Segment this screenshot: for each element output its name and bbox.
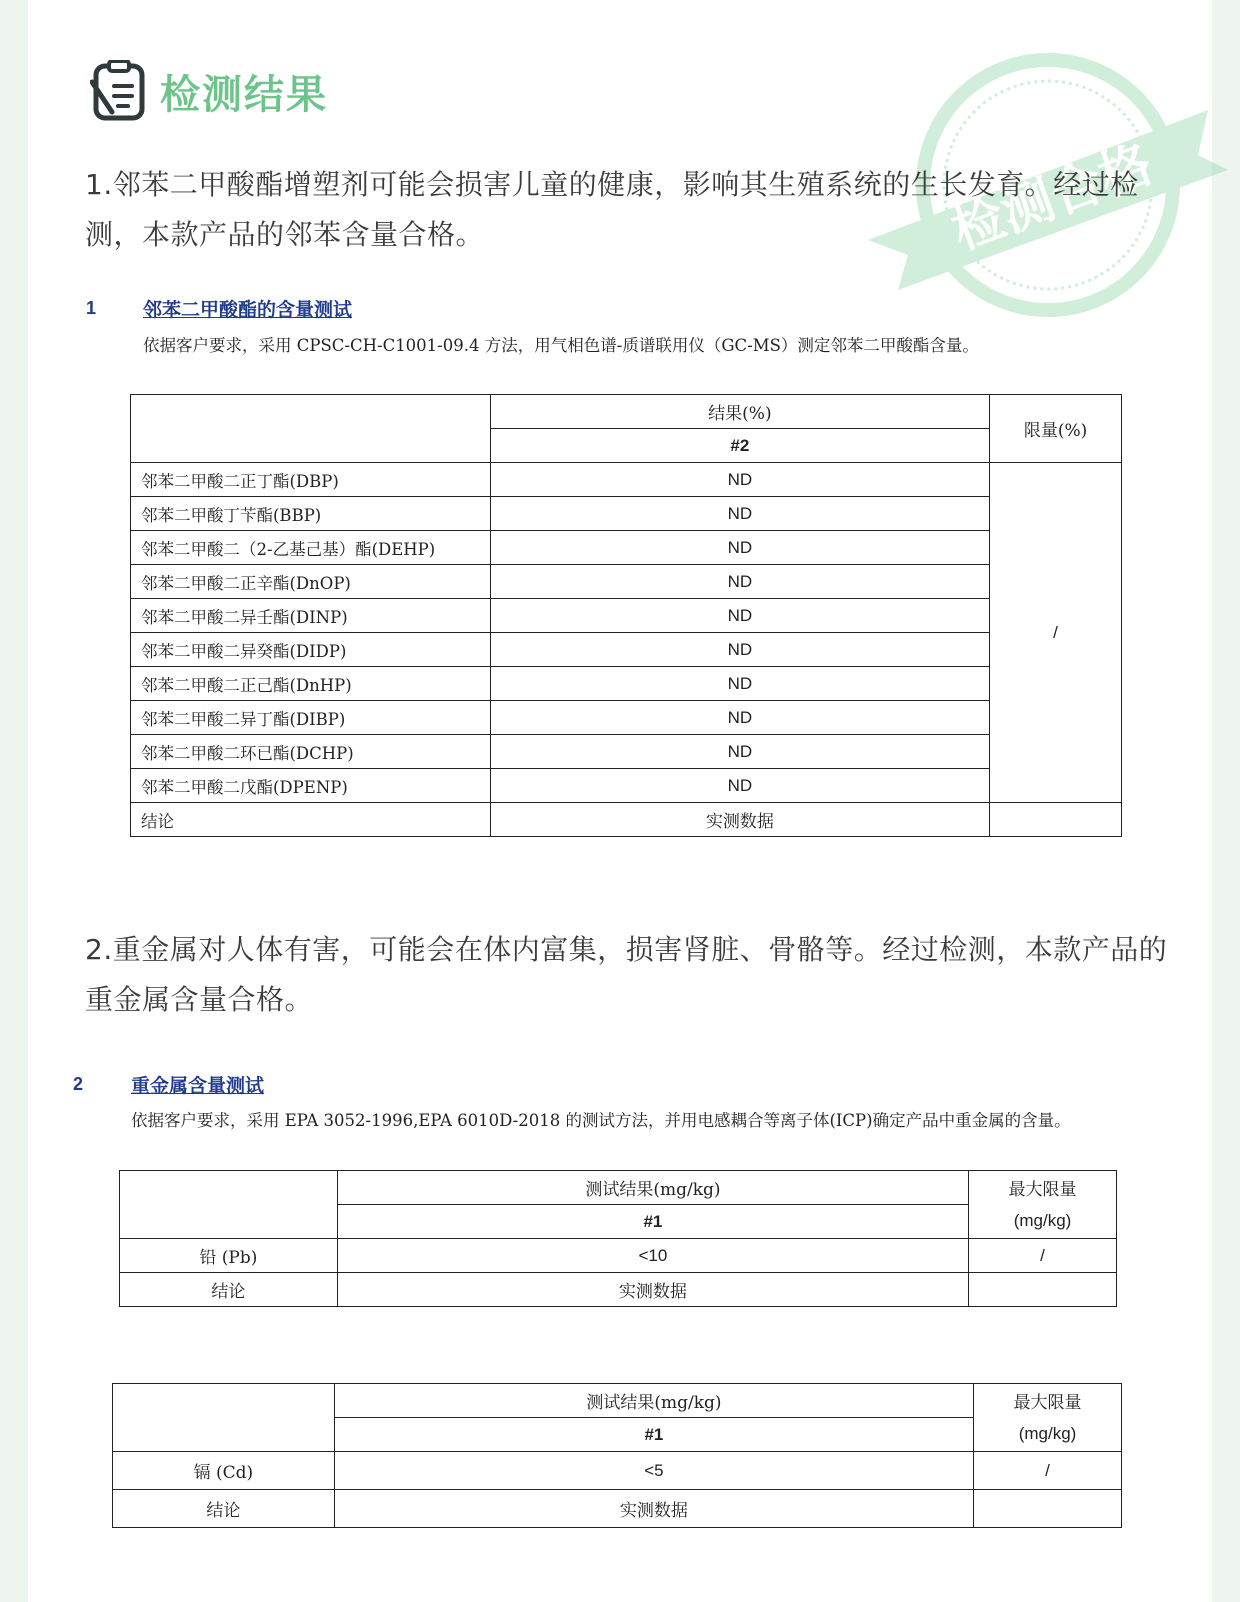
result-header: 结果(%) bbox=[490, 395, 989, 429]
lead-results-table bbox=[119, 1170, 1117, 1307]
compound-value: ND bbox=[490, 633, 989, 667]
result-header: 测试结果(mg/kg) bbox=[337, 1171, 968, 1205]
compound-name: 邻苯二甲酸二戊酯(DPENP) bbox=[131, 769, 491, 803]
section-1-description: 依据客户要求，采用 CPSC-CH-C1001-09.4 方法，用气相色谱-质谱联用仪（GC-MS）测定邻苯二甲酸酯含量。 bbox=[143, 336, 979, 355]
conclusion-limit-cell bbox=[990, 803, 1122, 837]
conclusion-label: 结论 bbox=[120, 1273, 338, 1307]
element-limit: / bbox=[974, 1452, 1122, 1490]
section-2-description: 依据客户要求，采用 EPA 3052-1996,EPA 6010D-2018 的测试方法，并用电感耦合等离子体(ICP)确定产品中重金属的含量。 bbox=[131, 1111, 1071, 1130]
conclusion-value: 实测数据 bbox=[490, 803, 989, 837]
stamp-text: 检测合格 bbox=[944, 134, 1161, 262]
section-1-title: 邻苯二甲酸酯的含量测试 bbox=[143, 299, 353, 321]
phthalate-results-table bbox=[130, 394, 1122, 837]
element-value: <10 bbox=[337, 1239, 968, 1273]
section-2-number: 2 bbox=[73, 1074, 84, 1094]
cadmium-results-table bbox=[112, 1383, 1122, 1528]
table-row bbox=[131, 769, 1122, 803]
conclusion-value: 实测数据 bbox=[334, 1490, 973, 1528]
compound-value: ND bbox=[490, 565, 989, 599]
compound-value: ND bbox=[490, 463, 989, 497]
table-row bbox=[131, 497, 1122, 531]
page-header bbox=[90, 60, 328, 122]
table-row bbox=[131, 633, 1122, 667]
sample-id: #1 bbox=[334, 1418, 973, 1452]
intro-paragraph-phthalates: 1.邻苯二甲酸酯增塑剂可能会损害儿童的健康，影响其生殖系统的生长发育。经过检测，本款产品的邻苯含量合格。 bbox=[85, 168, 1139, 251]
sample-id: #2 bbox=[490, 429, 989, 463]
compound-name: 邻苯二甲酸二异癸酯(DIDP) bbox=[131, 633, 491, 667]
table-row bbox=[131, 735, 1122, 769]
compound-name: 邻苯二甲酸二正丁酯(DBP) bbox=[131, 463, 491, 497]
limit-header-line-2: (mg/kg) bbox=[974, 1418, 1122, 1452]
table-corner-cell bbox=[120, 1171, 338, 1239]
limit-value: / bbox=[990, 463, 1122, 803]
compound-value: ND bbox=[490, 497, 989, 531]
report-page bbox=[28, 0, 1212, 1602]
compound-name: 邻苯二甲酸二正辛酯(DnOP) bbox=[131, 565, 491, 599]
intro-paragraph-heavy-metals: 2.重金属对人体有害，可能会在体内富集，损害肾脏、骨骼等。经过检测，本款产品的重金属含量合格。 bbox=[85, 933, 1168, 1016]
sample-id: #1 bbox=[337, 1205, 968, 1239]
table-row bbox=[131, 701, 1122, 735]
conclusion-label: 结论 bbox=[113, 1490, 335, 1528]
compound-name: 邻苯二甲酸二异丁酯(DIBP) bbox=[131, 701, 491, 735]
element-value: <5 bbox=[334, 1452, 973, 1490]
element-name: 铅 (Pb) bbox=[120, 1239, 338, 1273]
conclusion-limit-cell bbox=[969, 1273, 1117, 1307]
compound-name: 邻苯二甲酸二正己酯(DnHP) bbox=[131, 667, 491, 701]
element-limit: / bbox=[969, 1239, 1117, 1273]
compound-name: 邻苯二甲酸二环已酯(DCHP) bbox=[131, 735, 491, 769]
conclusion-limit-cell bbox=[974, 1490, 1122, 1528]
compound-name: 邻苯二甲酸二异壬酯(DINP) bbox=[131, 599, 491, 633]
compound-value: ND bbox=[490, 769, 989, 803]
compound-value: ND bbox=[490, 531, 989, 565]
table-row bbox=[131, 463, 1122, 497]
limit-header-line-2: (mg/kg) bbox=[969, 1205, 1117, 1239]
compound-name: 邻苯二甲酸丁苄酯(BBP) bbox=[131, 497, 491, 531]
result-header: 测试结果(mg/kg) bbox=[334, 1384, 973, 1418]
table-row bbox=[131, 531, 1122, 565]
table-corner-cell bbox=[131, 395, 491, 463]
conclusion-row bbox=[120, 1273, 1117, 1307]
table-row bbox=[131, 599, 1122, 633]
table-corner-cell bbox=[113, 1384, 335, 1452]
compound-name: 邻苯二甲酸二（2-乙基己基）酯(DEHP) bbox=[131, 531, 491, 565]
compound-value: ND bbox=[490, 667, 989, 701]
section-1-number: 1 bbox=[86, 298, 97, 318]
conclusion-row bbox=[131, 803, 1122, 837]
conclusion-label: 结论 bbox=[131, 803, 491, 837]
compound-value: ND bbox=[490, 599, 989, 633]
limit-header-line-1: 最大限量 bbox=[974, 1384, 1122, 1418]
compound-value: ND bbox=[490, 735, 989, 769]
table-row bbox=[131, 667, 1122, 701]
table-row bbox=[113, 1452, 1122, 1490]
conclusion-row bbox=[113, 1490, 1122, 1528]
page-title: 检测结果 bbox=[160, 71, 328, 118]
limit-header-line-1: 最大限量 bbox=[969, 1171, 1117, 1205]
conclusion-value: 实测数据 bbox=[337, 1273, 968, 1307]
table-row bbox=[120, 1239, 1117, 1273]
section-2-title: 重金属含量测试 bbox=[131, 1075, 265, 1097]
compound-value: ND bbox=[490, 701, 989, 735]
table-row bbox=[131, 565, 1122, 599]
limit-header: 限量(%) bbox=[990, 395, 1122, 463]
report-check-icon bbox=[90, 60, 148, 122]
element-name: 镉 (Cd) bbox=[113, 1452, 335, 1490]
